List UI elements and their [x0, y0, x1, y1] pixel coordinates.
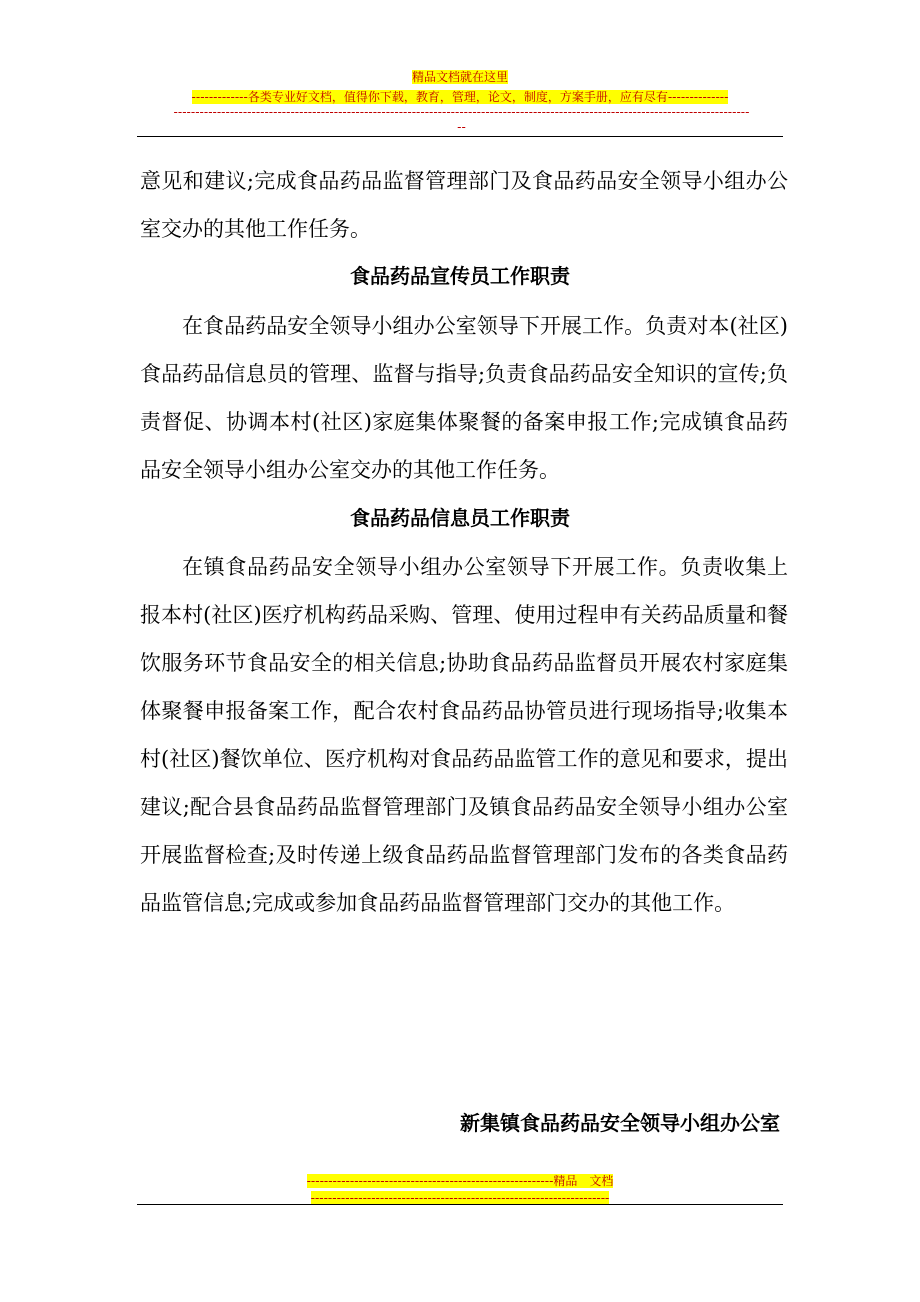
header-title-row: [0, 66, 920, 85]
header-title: 精品文档就在这里: [411, 70, 508, 84]
header-dash-line-tail: --: [457, 120, 466, 134]
signature: 新集镇食品药品安全领导小组办公室: [460, 1111, 780, 1135]
section-heading-informant: 食品药品信息员工作职责: [350, 506, 570, 530]
header-divider: [137, 136, 783, 137]
section-heading-publicist: 食品药品宣传员工作职责: [350, 264, 570, 288]
header-dash-line: -------------------------------------------------------------------------------------------------------------------------------------: [173, 105, 750, 119]
header-tagline-row: [0, 86, 920, 105]
footer-line-2: ---------------------------------------------------------------------: [310, 1191, 610, 1205]
section-paragraph-informant: 在镇食品药品安全领导小组办公室领导下开展工作。负责收集上报本村(社区)医疗机构药品采购、管理、使用过程申有关药品质量和餐饮服务环节食品安全的相关信息;协助食品药品监督员开展农村家庭集体聚餐申报备案工作，配合农村食品药品协管员进行现场指导;收集本村(社区)餐饮单位、医疗机构对食品药品监管工作的意见和要求，提出建议;配合县食品药品监督管理部门及镇食品药品安全领导小组办公室开展监督检查;及时传递上级食品药品监督管理部门发布的各类食品药品监管信息;完成或参加食品药品监督管理部门交办的其他工作。: [140, 555, 788, 915]
footer-line-1: ---------------------------------------------------------精品 文档: [306, 1174, 614, 1188]
section-paragraph-publicist: 在食品药品安全领导小组办公室领导下开展工作。负责对本(社区)食品药品信息员的管理、监督与指导;负责食品药品安全知识的宣传;负责督促、协调本村(社区)家庭集体聚餐的备案申报工作;完成镇食品药品安全领导小组办公室交办的其他工作任务。: [140, 314, 788, 482]
footer-divider: [137, 1204, 783, 1205]
header-tagline: -------------各类专业好文档，值得你下载，教育，管理，论文，制度，方案手册，应有尽有--------------: [191, 90, 729, 104]
intro-paragraph: 意见和建议;完成食品药品监督管理部门及食品药品安全领导小组办公室交办的其他工作任务。: [140, 169, 788, 241]
